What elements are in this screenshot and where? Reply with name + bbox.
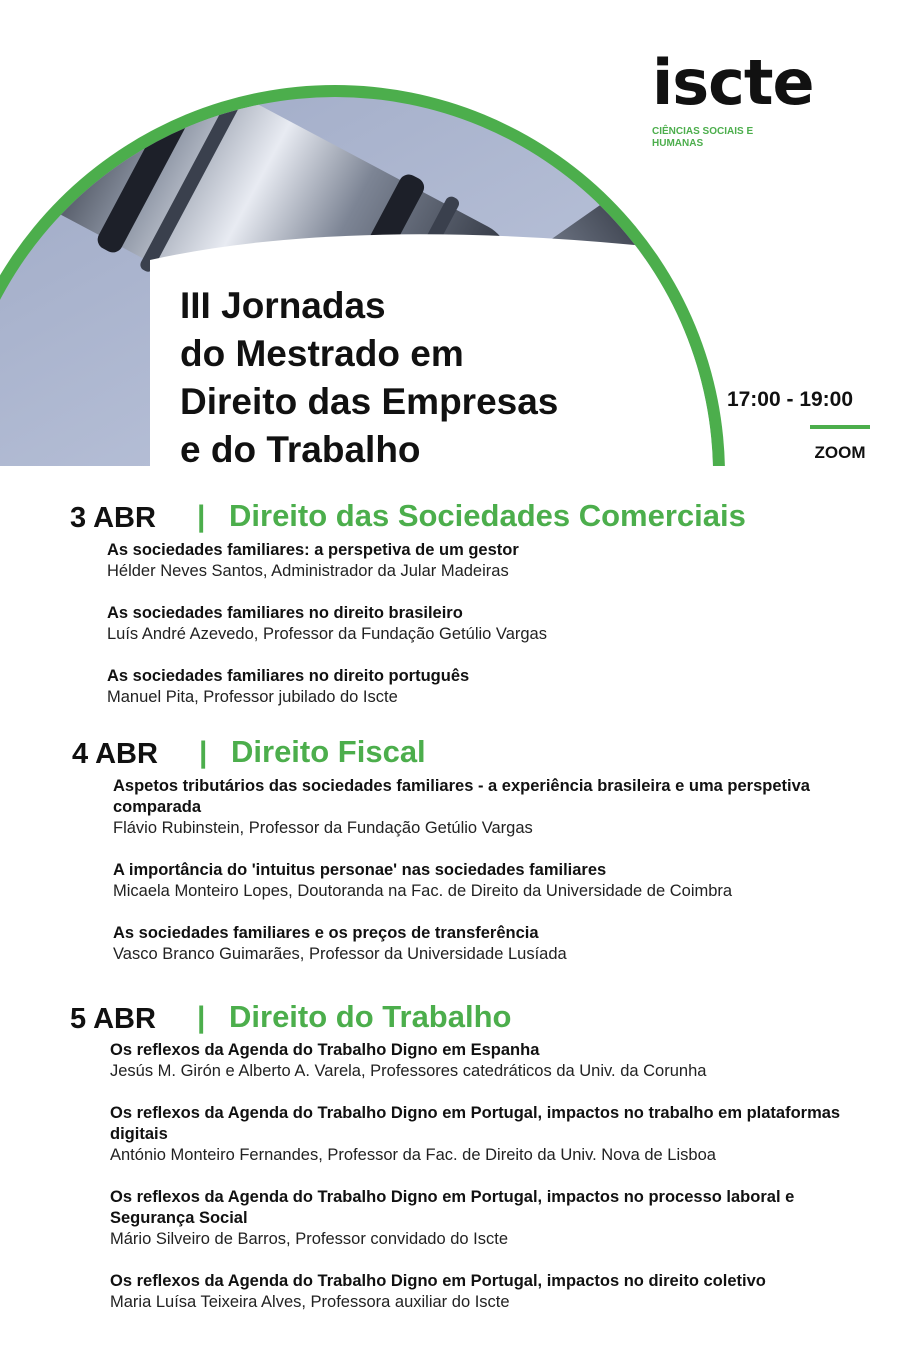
talk-speaker: Manuel Pita, Professor jubilado do Iscte [107,688,398,706]
talk-speaker: Flávio Rubinstein, Professor da Fundação Getúlio Vargas [113,819,533,837]
event-time: 17:00 - 19:00 [726,388,854,411]
talk-speaker: Vasco Branco Guimarães, Professor da Universidade Lusíada [113,945,567,963]
talk-title: Os reflexos da Agenda do Trabalho Digno em Portugal, impactos no processo laboral e Segurança Social [110,1188,795,1227]
title-line: Direito das Empresas [180,381,559,422]
logo-wordmark: iscte [652,46,814,119]
talk-item [107,540,867,582]
talk-speaker: Micaela Monteiro Lopes, Doutoranda na Fac. de Direito da Universidade de Coimbra [113,882,733,900]
talk-speaker: Luís André Azevedo, Professor da Fundação Getúlio Vargas [107,625,547,643]
talk-item [113,776,873,839]
talk-item [110,1040,880,1082]
event-platform: ZOOM [814,443,866,462]
talk-item [110,1271,880,1313]
talk-title: Os reflexos da Agenda do Trabalho Digno em Portugal, impactos no direito coletivo [110,1272,766,1290]
talk-speaker: Maria Luísa Teixeira Alves, Professora auxiliar do Iscte [110,1293,510,1311]
talk-item [113,923,873,965]
talk-item [107,666,867,708]
day-theme: Direito do Trabalho [229,999,512,1034]
day-separator: | [197,500,206,533]
talk-title: As sociedades familiares: a perspetiva de um gestor [107,541,519,559]
talk-title: As sociedades familiares e os preços de transferência [113,924,539,942]
event-title [180,282,660,474]
talk-item [110,1103,880,1166]
talk-list [113,776,873,986]
logo [652,46,852,150]
time-divider [810,425,870,429]
day-section-4abr [0,734,900,963]
logo-subtitle: CIÊNCIAS SOCIAIS E HUMANAS [652,126,754,149]
talk-speaker: Jesús M. Girón e Alberto A. Varela, Professores catedráticos da Univ. da Corunha [110,1062,707,1080]
title-line: e do Trabalho [180,429,421,470]
talk-title: As sociedades familiares no direito português [107,667,470,685]
talk-item [107,603,867,645]
day-date: 3 ABR [70,502,156,534]
day-section-5abr [0,999,900,1311]
title-line: III Jornadas [180,285,386,326]
day-date: 5 ABR [70,1003,156,1035]
talk-title: As sociedades familiares no direito brasileiro [107,604,463,622]
day-section-3abr [0,498,900,706]
talk-title: A importância do 'intuitus personae' nas sociedades familiares [113,861,607,879]
talk-title: Aspetos tributários das sociedades familiares - a experiência brasileira e uma perspetiva comparada [113,777,810,816]
talk-speaker: Hélder Neves Santos, Administrador da Jular Madeiras [107,562,509,580]
title-line: do Mestrado em [180,333,464,374]
day-separator: | [197,1001,206,1034]
talk-list [110,1040,880,1334]
day-separator: | [199,736,208,769]
day-theme: Direito das Sociedades Comerciais [229,498,746,533]
talk-item [113,860,873,902]
talk-title: Os reflexos da Agenda do Trabalho Digno em Portugal, impactos no trabalho em plataformas digitais [110,1104,841,1143]
talk-list [107,540,867,729]
day-theme: Direito Fiscal [231,734,426,769]
talk-item [110,1187,880,1250]
talk-speaker: Mário Silveiro de Barros, Professor convidado do Iscte [110,1230,509,1248]
talk-speaker: António Monteiro Fernandes, Professor da Fac. de Direito da Univ. Nova de Lisboa [110,1146,716,1164]
day-date: 4 ABR [72,738,158,770]
talk-title: Os reflexos da Agenda do Trabalho Digno em Espanha [110,1041,540,1059]
